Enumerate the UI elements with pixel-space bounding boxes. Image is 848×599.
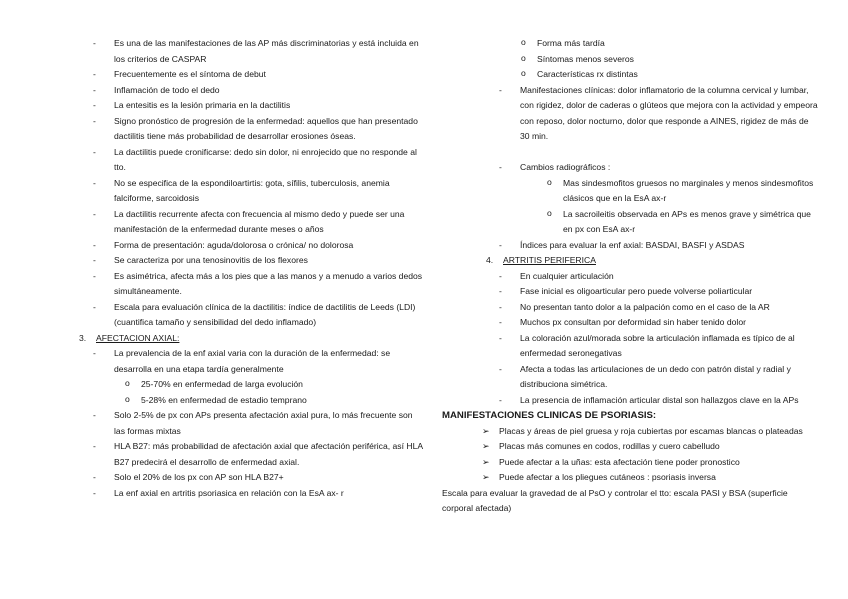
sub-item: o 5-28% en enfermedad de estadio temprano <box>114 393 424 409</box>
axial-list <box>88 346 424 501</box>
sub-item: o 25-70% en enfermedad de larga evolución <box>114 377 424 393</box>
pasi-bsa-note: Escala para evaluar la gravedad de al PsO y controlar el tto: escala PASI y BSA (superficie corporal afectada) <box>442 487 788 513</box>
list-item: - Inflamación de todo el dedo <box>88 83 424 99</box>
list-item: ➢ Puede afectar a la uñas: esta afectación tiene poder pronostico <box>442 455 820 471</box>
list-item: - La enf axial en artritis psoriasica en relación con la EsA ax- r <box>88 486 424 502</box>
list-item: - La dactilitis puede cronificarse: dedo sin dolor, ni enrojecido que no responde al tto. <box>88 145 424 176</box>
list-item: - La coloración azul/morada sobre la articulación inflamada es típico de al enfermedad seronegativas <box>494 331 820 362</box>
list-item: - HLA B27: más probabilidad de afectación axial que afectación periférica, así HLA B27 predecirá el desarrollo de enfermedad axial. <box>88 439 424 470</box>
list-item: - Manifestaciones clínicas: dolor inflamatorio de la columna cervical y lumbar, con rigidez, dolor de caderas o glúteos que mejora con la actividad y empeora con reposo, dolor nocturno, dolor que responde a AINES, rigidez de más de 30 min. <box>494 83 820 145</box>
section-heading-afectacion-axial <box>79 331 424 347</box>
axial-features-sublist <box>442 36 820 83</box>
list-item: ➢ Placas más comunes en codos, rodillas y cuero cabelludo <box>442 439 820 455</box>
section-title: AFECTACION AXIAL: <box>96 332 180 343</box>
sub-item: o Forma más tardía <box>510 36 820 52</box>
axial-continued-list <box>442 83 820 145</box>
list-item: - Muchos px consultan por deformidad sin haber tenido dolor <box>494 315 820 331</box>
list-item: - La presencia de inflamación articular distal son hallazgos clave en la APs <box>494 393 820 409</box>
list-item: - La dactilitis recurrente afecta con frecuencia al mismo dedo y puede ser una manifestación de la enfermedad durante meses o años <box>88 207 424 238</box>
radiographic-list <box>442 160 820 253</box>
section-title: ARTRITIS PERIFERICA <box>503 255 596 265</box>
list-item: - Signo pronóstico de progresión de la enfermedad: aquellos que han presentado dactilitis tiene más probabilidad de desarrollar erosiones óseas. <box>88 114 424 145</box>
list-item: - Se caracteriza por una tenosinovitis de los flexores <box>88 253 424 269</box>
list-item: - Fase inicial es oligoarticular pero puede volverse poliarticular <box>494 284 820 300</box>
list-item: - Escala para evaluación clínica de la dactilitis: índice de dactilitis de Leeds (LDI) (cuantifica tamaño y sensibilidad del dedo inflamado) <box>88 300 424 331</box>
list-item: - Solo 2-5% de px con APs presenta afectación axial pura, lo más frecuente son las formas mixtas <box>88 408 424 439</box>
section-number: 3. <box>79 332 87 343</box>
sub-item: o La sacroileitis observada en APs es menos grave y simétrica que en px con EsA ax-r <box>536 207 820 238</box>
sub-item: o Síntomas menos severos <box>510 52 820 68</box>
list-item: - No se especifica de la espondiloartirtis: gota, sífilis, tuberculosis, anemia falciforme, sarcoidosis <box>88 176 424 207</box>
list-item: - Índices para evaluar la enf axial: BASDAI, BASFI y ASDAS <box>494 238 820 254</box>
section-heading-artritis-periferica <box>486 253 820 269</box>
dactilitis-list <box>88 36 424 331</box>
sub-list <box>114 377 424 408</box>
list-item: ➢ Placas y áreas de piel gruesa y roja cubiertas por escamas blancas o plateadas <box>442 424 820 440</box>
right-column <box>442 36 820 517</box>
list-item: - Es asimétrica, afecta más a los pies que a las manos y a menudo a varios dedos simultáneamente. <box>88 269 424 300</box>
list-item: - Afecta a todas las articulaciones de un dedo con patrón distal y radial y distribuciona simétrica. <box>494 362 820 393</box>
sub-item: o Características rx distintas <box>510 67 820 83</box>
list-item <box>494 160 820 238</box>
sub-list <box>520 176 820 238</box>
list-item: - En cualquier articulación <box>494 269 820 285</box>
list-item <box>88 346 424 408</box>
spacer <box>442 145 820 161</box>
list-item-text: Cambios radiográficos : <box>520 162 611 172</box>
list-item: - Frecuentemente es el síntoma de debut <box>88 67 424 83</box>
list-item: ➢ Puede afectar a los pliegues cutáneos : psoriasis inversa <box>442 470 820 486</box>
list-item: - No presentan tanto dolor a la palpación como en el caso de la AR <box>494 300 820 316</box>
list-item: - Es una de las manifestaciones de las AP más discriminatorias y está incluida en los criterios de CASPAR <box>88 36 424 67</box>
sub-item: o Mas sindesmofitos gruesos no marginales y menos sindesmofitos clásicos que en la EsA ax-r <box>536 176 820 207</box>
psoriasis-heading: MANIFESTACIONES CLINICAS DE PSORIASIS: <box>442 410 657 421</box>
left-column <box>79 36 424 501</box>
list-item: - Forma de presentación: aguda/dolorosa o crónica/ no dolorosa <box>88 238 424 254</box>
list-item-text: La prevalencia de la enf axial varia con la duración de la enfermedad: se desarrolla en una etapa tardía generalmente <box>114 348 391 374</box>
psoriasis-list <box>442 424 820 486</box>
list-item: - La entesitis es la lesión primaria en la dactilitis <box>88 98 424 114</box>
section-number: 4. <box>486 255 494 265</box>
peripheral-list <box>442 269 820 409</box>
list-item: - Solo el 20% de los px con AP son HLA B27+ <box>88 470 424 486</box>
